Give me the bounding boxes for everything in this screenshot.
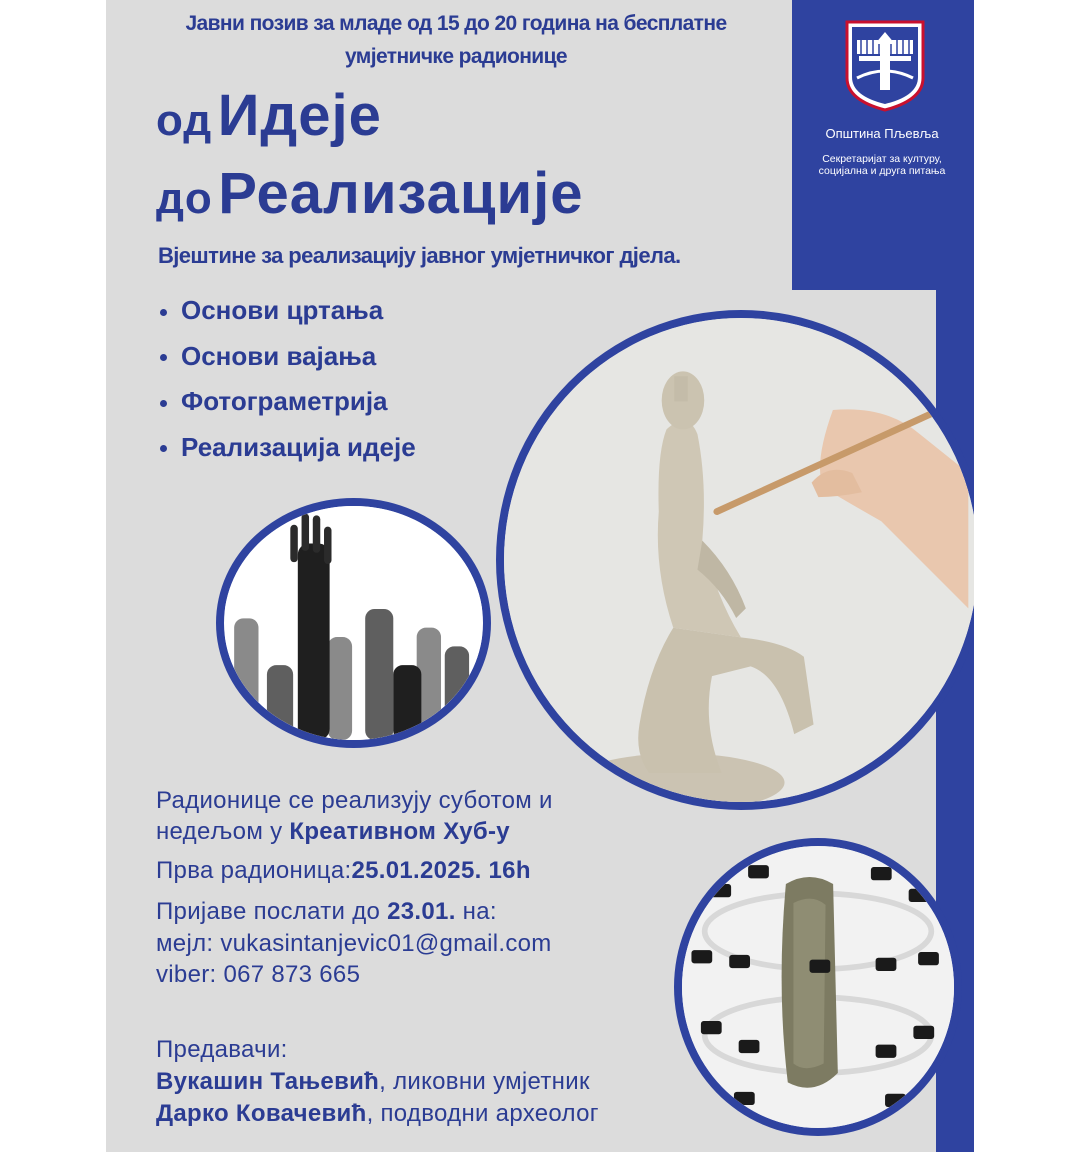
title-prefix-1: од xyxy=(156,96,213,145)
schedule-line-1: Радионице се реализују суботом и xyxy=(156,787,553,814)
bullet-icon xyxy=(160,354,167,361)
viber-contact: viber: 067 873 665 xyxy=(156,961,361,988)
header-line-1: Јавни позив за младе од 15 до 20 година на бесплатне xyxy=(185,12,727,35)
title-line-2 xyxy=(156,160,584,227)
bullet-icon xyxy=(160,400,167,407)
photogrammetry-cameras-icon xyxy=(682,846,954,1128)
lecturer-2: Дарко Ковачевић, подводни археолог xyxy=(156,1100,599,1127)
topic-item: Основи цртања xyxy=(160,290,416,336)
bullet-icon xyxy=(160,445,167,452)
secretariat-name: Секретаријат за културу, социјална и друга питања xyxy=(818,153,946,177)
title-line-1 xyxy=(156,82,382,149)
application-deadline: Пријаве послати до 23.01. на: xyxy=(156,898,497,925)
photogrammetry-image xyxy=(674,838,962,1136)
topic-item: Основи вајања xyxy=(160,336,416,382)
first-workshop: Прва радионица:25.01.2025. 16h xyxy=(156,857,531,884)
sculpture-photo xyxy=(496,310,974,810)
raised-hands-image xyxy=(216,498,491,748)
poster xyxy=(106,0,974,1152)
header-line-2: умјетничке радионице xyxy=(344,45,568,68)
title-main-2: Реализације xyxy=(218,161,584,226)
title-prefix-2: до xyxy=(156,174,213,223)
sculpture-illustration xyxy=(504,318,974,802)
raised-hands-icon xyxy=(224,506,483,740)
topics-list xyxy=(160,290,416,472)
lecturers-heading: Предавачи: xyxy=(156,1036,288,1063)
municipality-name: Општина Пљевља xyxy=(825,126,939,141)
bullet-icon xyxy=(160,309,167,316)
schedule-line-2: недељом у Креативном Хуб-у xyxy=(156,818,510,845)
subtitle: Вјештине за реализацију јавног умјетничког дјела. xyxy=(158,243,681,268)
topic-item: Фотограметрија xyxy=(160,381,416,427)
municipality-crest-icon xyxy=(845,20,925,112)
topic-item: Реализација идеје xyxy=(160,427,416,473)
title-main-1: Идеје xyxy=(217,83,382,148)
lecturer-1: Вукашин Тањевић, ликовни умјетник xyxy=(156,1068,590,1095)
email-contact: мејл: vukasintanjevic01@gmail.com xyxy=(156,930,552,957)
